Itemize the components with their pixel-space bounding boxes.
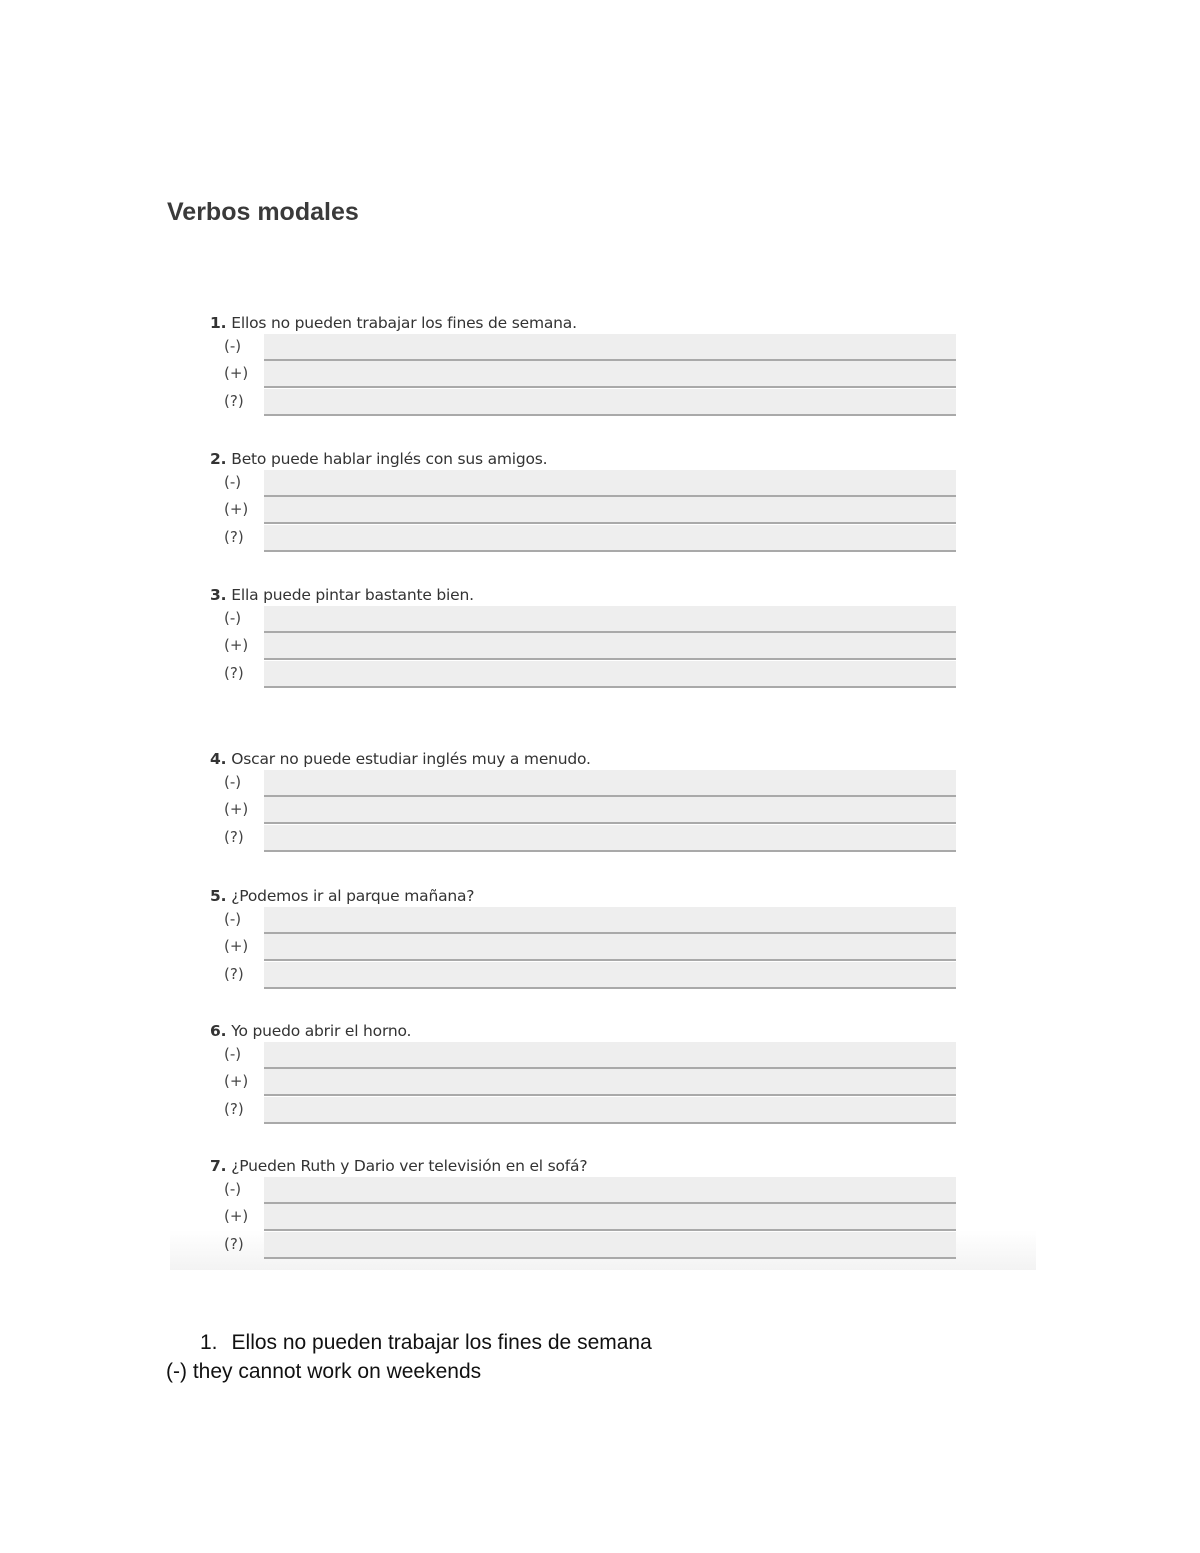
answer-row-question [210, 825, 956, 852]
question-marker: (?) [224, 827, 244, 846]
answer-row-question [210, 962, 956, 989]
answer-row-negative [210, 770, 956, 797]
exercise-3 [210, 584, 956, 688]
exercise-prompt [210, 448, 956, 470]
exercise-prompt [210, 1155, 956, 1177]
answer-row-negative [210, 1177, 956, 1204]
negative-marker: (-) [224, 773, 242, 791]
answer-line [264, 825, 956, 852]
answer-row-question [210, 1097, 956, 1124]
answer-row-question [210, 389, 956, 416]
exercise-number: 5. [210, 887, 227, 905]
question-marker: (?) [224, 964, 244, 983]
answer-item-number: 1. [200, 1331, 218, 1354]
exercise-4 [210, 748, 956, 852]
answer-line [264, 1232, 956, 1259]
question-marker: (?) [224, 1234, 244, 1253]
answer-row-negative [210, 1042, 956, 1069]
exercise-number: 7. [210, 1157, 227, 1175]
exercise-sentence: Beto puede hablar inglés con sus amigos. [231, 450, 548, 468]
answer-row-negative [210, 907, 956, 934]
answer-row-question [210, 661, 956, 688]
positive-marker: (+) [224, 800, 249, 819]
answer-line [264, 962, 956, 989]
question-marker: (?) [224, 663, 244, 682]
positive-marker: (+) [224, 364, 249, 383]
answer-item-sentence: Ellos no pueden trabajar los fines de semana [231, 1331, 652, 1354]
answer-row-positive [210, 934, 956, 961]
exercise-number: 6. [210, 1022, 227, 1040]
answer-row-question [210, 1232, 956, 1259]
answer-line [264, 797, 956, 824]
positive-marker: (+) [224, 636, 249, 655]
answer-line [264, 1204, 956, 1231]
answer-line [264, 1069, 956, 1096]
answer-line [264, 907, 956, 934]
negative-answer-text: (-) they cannot work on weekends [166, 1360, 482, 1383]
answer-row-question [210, 525, 956, 552]
answer-row-positive [210, 497, 956, 524]
exercise-number: 2. [210, 450, 227, 468]
positive-marker: (+) [224, 500, 249, 519]
answer-row-negative [210, 606, 956, 633]
answer-row-positive [210, 1069, 956, 1096]
positive-marker: (+) [224, 937, 249, 956]
answer-line [264, 361, 956, 388]
worksheet-image [170, 300, 1036, 1270]
negative-marker: (-) [224, 337, 242, 355]
exercise-sentence: ¿Podemos ir al parque mañana? [231, 887, 475, 905]
negative-marker: (-) [224, 609, 242, 627]
negative-marker: (-) [224, 1180, 242, 1198]
question-marker: (?) [224, 391, 244, 410]
exercise-prompt [210, 885, 956, 907]
exercise-sentence: Oscar no puede estudiar inglés muy a menudo. [231, 750, 591, 768]
answer-line [264, 770, 956, 797]
exercise-1 [210, 312, 956, 416]
positive-marker: (+) [224, 1072, 249, 1091]
answer-line [264, 661, 956, 688]
answer-line [264, 389, 956, 416]
exercise-prompt [210, 584, 956, 606]
page-title: Verbos modales [167, 198, 359, 226]
answer-line [264, 1042, 956, 1069]
exercise-5 [210, 885, 956, 989]
answer-line [264, 470, 956, 497]
exercise-number: 4. [210, 750, 227, 768]
exercise-prompt [210, 748, 956, 770]
answer-line [264, 334, 956, 361]
answer-line [264, 934, 956, 961]
answer-line [264, 633, 956, 660]
exercise-6 [210, 1020, 956, 1124]
exercise-sentence: Ella puede pintar bastante bien. [231, 586, 474, 604]
exercise-prompt [210, 1020, 956, 1042]
answer-line [264, 1097, 956, 1124]
answer-line [264, 606, 956, 633]
answer-row-positive [210, 797, 956, 824]
exercise-sentence: ¿Pueden Ruth y Dario ver televisión en el sofá? [231, 1157, 588, 1175]
exercise-sentence: Ellos no pueden trabajar los fines de semana. [231, 314, 577, 332]
question-marker: (?) [224, 527, 244, 546]
answer-row-negative [210, 334, 956, 361]
exercise-2 [210, 448, 956, 552]
positive-marker: (+) [224, 1207, 249, 1226]
exercise-7 [210, 1155, 956, 1259]
negative-marker: (-) [224, 1045, 242, 1063]
exercise-sentence: Yo puedo abrir el horno. [231, 1022, 412, 1040]
answer-line [264, 497, 956, 524]
answer-line [264, 1177, 956, 1204]
exercise-prompt [210, 312, 956, 334]
answer-row-positive [210, 361, 956, 388]
exercise-number: 1. [210, 314, 227, 332]
negative-marker: (-) [224, 910, 242, 928]
exercise-number: 3. [210, 586, 227, 604]
answer-line [264, 525, 956, 552]
negative-marker: (-) [224, 473, 242, 491]
answer-row-positive [210, 633, 956, 660]
question-marker: (?) [224, 1099, 244, 1118]
answer-row-positive [210, 1204, 956, 1231]
answer-row-negative [210, 470, 956, 497]
answer-item-heading [200, 1331, 652, 1355]
